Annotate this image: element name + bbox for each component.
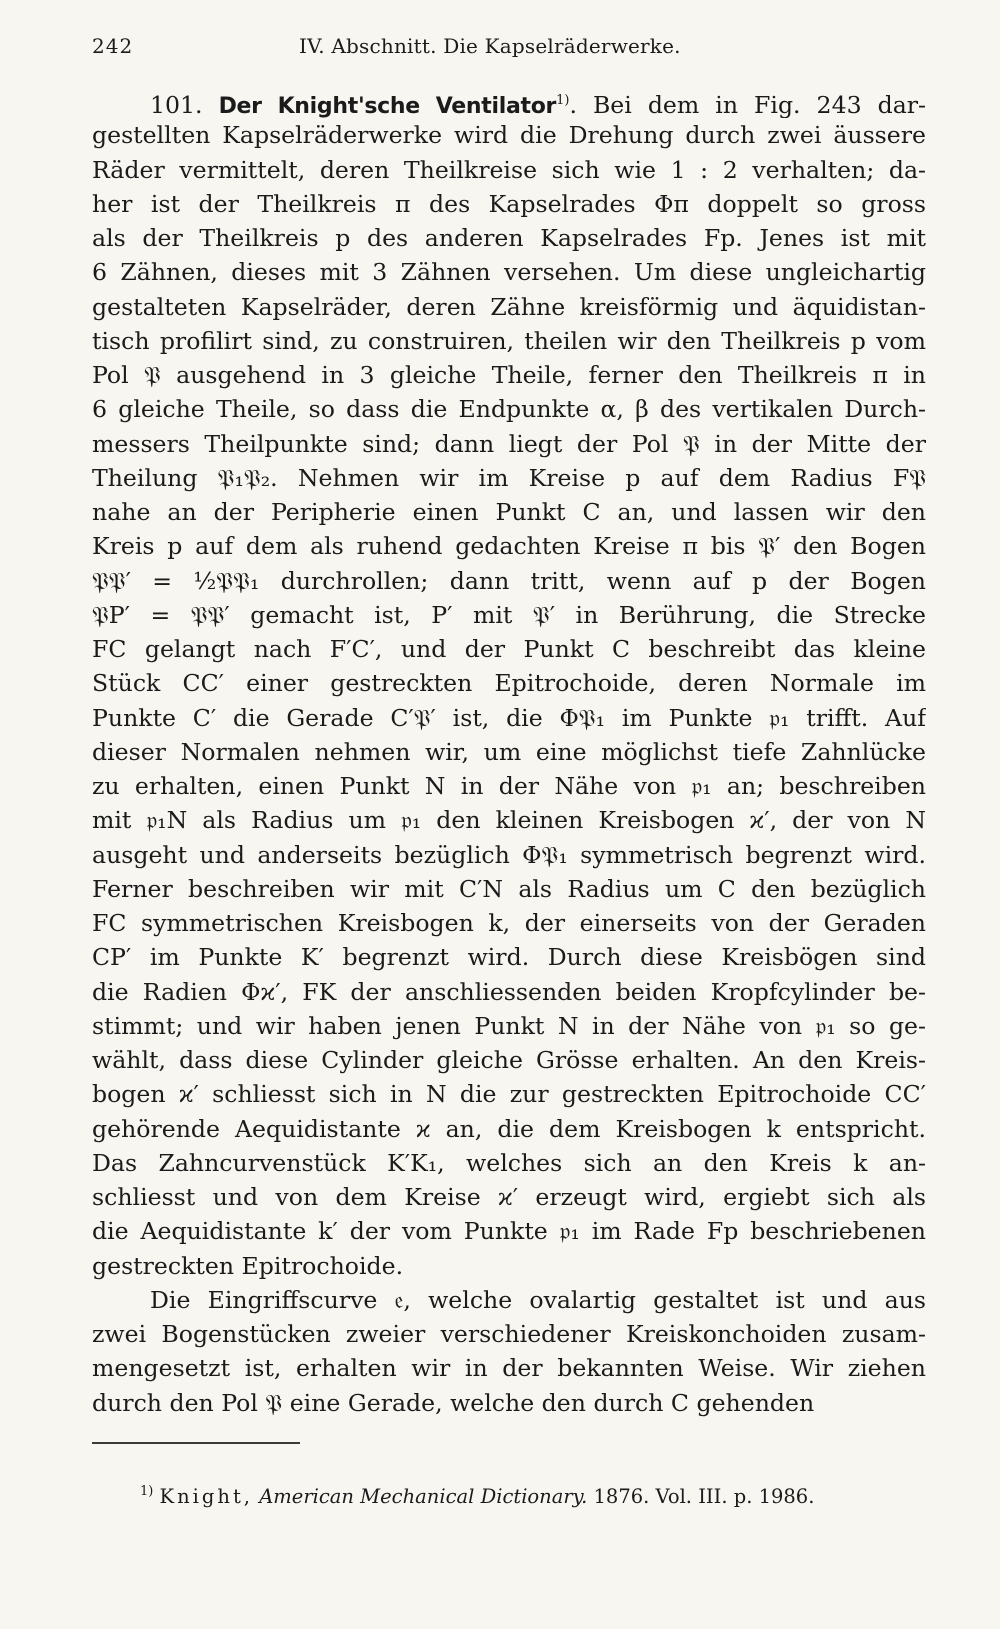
text-line: die Radien Φϰ′, FK der anschliessenden beiden Kropfcylinder be- (92, 977, 926, 1006)
text-line: FC gelangt nach F′C′, und der Punkt C beschreibt das kleine (92, 635, 926, 663)
text-line: als der Theilkreis p des anderen Kapselrades Fp. Jenes ist mit (92, 224, 926, 252)
text-line: durch den Pol 𝔓 eine Gerade, welche den durch C gehenden (92, 1388, 815, 1417)
text-line: 6 Zähnen, dieses mit 3 Zähnen versehen. Um diese ungleichartig (92, 258, 926, 287)
text-line: Die Eingriffscurve 𝔢, welche ovalartig gestaltet ist und aus (150, 1285, 926, 1314)
text-line: schliesst und von dem Kreise ϰ′ erzeugt wird, ergiebt sich als (92, 1183, 926, 1211)
text-line: Räder vermittelt, deren Theilkreise sich wie 1 : 2 verhalten; da- (92, 155, 926, 184)
page-header (92, 30, 922, 64)
footnote-mark: 1) (140, 1484, 154, 1499)
paragraph-1 (92, 118, 926, 1283)
text-line: 𝔓𝔓′ = ½𝔓𝔓₁ durchrollen; dann tritt, wenn auf p der Bogen (92, 566, 926, 595)
text-line: her ist der Theilkreis π des Kapselrades Φπ doppelt so gross (92, 189, 926, 218)
text-line: Stück CC′ einer gestreckten Epitrochoide, deren Normale im (92, 669, 926, 698)
text-line: Pol 𝔓 ausgehend in 3 gleiche Theile, ferner den Theilkreis π in (92, 361, 926, 389)
text-line: Theilung 𝔓₁𝔓₂. Nehmen wir im Kreise p auf dem Radius F𝔓 (92, 463, 926, 492)
footnote-title: American Mechanical Dictionary. (259, 1485, 588, 1508)
text-line: zu erhalten, einen Punkt N in der Nähe von 𝔭₁ an; beschreiben (92, 772, 926, 800)
text-line: zwei Bogenstücken zweier verschiedener Kreiskonchoiden zusam- (92, 1320, 926, 1348)
footnote (140, 1484, 920, 1508)
text-line: FC symmetrischen Kreisbogen k, der einerseits von der Geraden (92, 909, 926, 937)
text-line: mit 𝔭₁N als Radius um 𝔭₁ den kleinen Kreisbogen ϰ′, der von N (92, 806, 926, 835)
text-line: 6 gleiche Theile, so dass die Endpunkte α, β des vertikalen Durch- (92, 395, 926, 424)
section-footnote-mark: 1) (556, 93, 570, 108)
text-line: Punkte C′ die Gerade C′𝔓′ ist, die Φ𝔓₁ im Punkte 𝔭₁ trifft. Auf (92, 703, 926, 732)
text-line: 𝔓P′ = 𝔓𝔓′ gemacht ist, P′ mit 𝔓′ in Berührung, die Strecke (92, 600, 926, 629)
body-text (92, 84, 926, 1420)
text-line: gestalteten Kapselräder, deren Zähne kreisförmig und äquidistan- (92, 292, 926, 321)
text-line: tisch profilirt sind, zu construiren, theilen wir den Theilkreis p vom (92, 326, 926, 355)
text-line: stimmt; und wir haben jenen Punkt N in der Nähe von 𝔭₁ so ge- (92, 1011, 926, 1040)
section-heading-line: 101. Der Knight'sche Ventilator$^{1)}$. Bei dem in Fig. 243 dar- (150, 91, 926, 119)
footnote-author: Knight, (159, 1485, 253, 1508)
text-line: messers Theilpunkte sind; dann liegt der Pol 𝔓 in der Mitte der (92, 429, 926, 458)
text-line: Kreis p auf dem als ruhend gedachten Kreise π bis 𝔓′ den Bogen (92, 532, 926, 561)
text-line: Das Zahncurvenstück K′K₁, welches sich an den Kreis k an- (92, 1148, 926, 1177)
paragraph1-first-line: Bei dem in Fig. 243 dar- (592, 91, 926, 119)
section-number: 101. (150, 91, 203, 119)
text-line: CP′ im Punkte K′ begrenzt wird. Durch diese Kreisbögen sind (92, 943, 926, 972)
page-number: 242 (92, 34, 134, 58)
footnote-details: 1876. Vol. III. p. 1986. (593, 1485, 815, 1508)
text-line: die Aequidistante k′ der vom Punkte 𝔭₁ im Rade Fp beschriebenen (92, 1217, 926, 1246)
text-line: ausgeht und anderseits bezüglich Φ𝔓₁ symmetrisch begrenzt wird. (92, 840, 926, 869)
text-line: nahe an der Peripherie einen Punkt C an, und lassen wir den (92, 498, 926, 526)
paragraph-2 (92, 1283, 926, 1420)
text-line: gestreckten Epitrochoide. (92, 1251, 404, 1280)
text-line: gestellten Kapselräderwerke wird die Drehung durch zwei äussere (92, 121, 926, 150)
running-head: IV. Abschnitt. Die Kapselräderwerke. (299, 34, 681, 58)
text-line: mengesetzt ist, erhalten wir in der bekannten Weise. Wir ziehen (92, 1354, 926, 1383)
text-line: dieser Normalen nehmen wir, um eine möglichst tiefe Zahnlücke (92, 737, 926, 766)
text-line: Ferner beschreiben wir mit C′N als Radius um C den bezüglich (92, 874, 926, 903)
footnote-rule (92, 1442, 300, 1444)
text-line: bogen ϰ′ schliesst sich in N die zur gestreckten Epitrochoide CC′ (92, 1080, 926, 1109)
text-line: wählt, dass diese Cylinder gleiche Grösse erhalten. An den Kreis- (92, 1046, 926, 1074)
section-title: Der Knight'sche Ventilator (218, 94, 557, 119)
text-line: gehörende Aequidistante ϰ an, die dem Kreisbogen k entspricht. (92, 1114, 926, 1143)
